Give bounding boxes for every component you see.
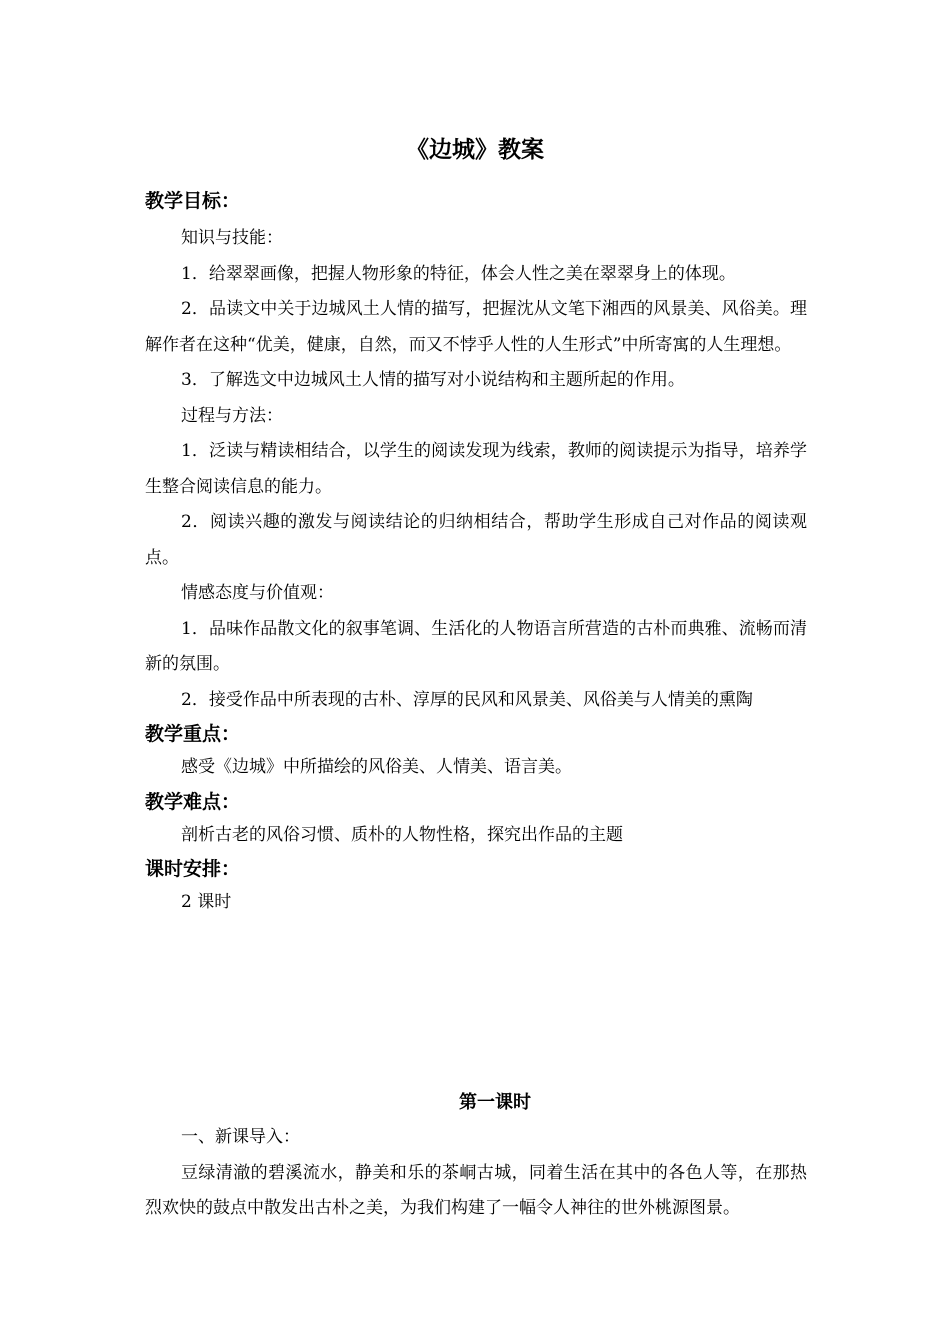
process-item-1: 1．泛读与精读相结合，以学生的阅读发现为线索，教师的阅读提示为指导，培养学生整合阅读信息的能力。	[145, 441, 807, 497]
process-item-2: 2．阅读兴趣的激发与阅读结论的归纳相结合，帮助学生形成自己对作品的阅读观点。	[145, 512, 807, 568]
schedule-text: 2 课时	[181, 892, 232, 912]
objectives-heading: 教学目标：	[145, 190, 241, 212]
process-label: 过程与方法：	[181, 405, 283, 426]
lesson-1-title: 第一课时	[459, 1092, 531, 1113]
lesson-1-intro-text: 豆绿清澈的碧溪流水，静美和乐的茶峒古城，同着生活在其中的各色人等，在那热烈欢快的鼓点中散发出古朴之美，为我们构建了一幅令人神往的世外桃源图景。	[145, 1162, 807, 1218]
knowledge-item-2: 2．品读文中关于边城风土人情的描写，把握沈从文笔下湘西的风景美、风俗美。理解作者在这种“优美，健康，自然，而又不悖乎人性的人生形式”中所寄寓的人生理想。	[145, 299, 807, 355]
emotion-item-2: 2．接受作品中所表现的古朴、淳厚的民风和风景美、风俗美与人情美的熏陶	[181, 689, 753, 710]
emotion-label: 情感态度与价值观：	[181, 583, 334, 603]
difficulties-text: 剖析古老的风俗习惯、质朴的人物性格，探究出作品的主题	[181, 824, 623, 845]
lesson-1-intro-label: 一、新课导入：	[181, 1127, 300, 1147]
document-body	[145, 185, 807, 921]
knowledge-item-3: 3．了解选文中边城风土人情的描写对小说结构和主题所起的作用。	[181, 370, 685, 390]
document-title: 《边城》教案	[406, 137, 544, 163]
knowledge-label: 知识与技能：	[181, 228, 283, 248]
knowledge-item-1: 1．给翠翠画像，把握人物形象的特征，体会人性之美在翠翠身上的体现。	[181, 263, 736, 284]
schedule-heading: 课时安排：	[145, 858, 241, 880]
difficulties-heading: 教学难点：	[145, 790, 241, 813]
lesson-1-section	[145, 1086, 845, 1227]
lesson-1-body	[145, 1120, 807, 1227]
key-points-text: 感受《边城》中所描绘的风俗美、人情美、语言美。	[181, 757, 572, 777]
emotion-item-1: 1．品味作品散文化的叙事笔调、生活化的人物语言所营造的古朴而典雅、流畅而清新的氛围。	[145, 618, 807, 674]
key-points-heading: 教学重点：	[145, 723, 241, 745]
